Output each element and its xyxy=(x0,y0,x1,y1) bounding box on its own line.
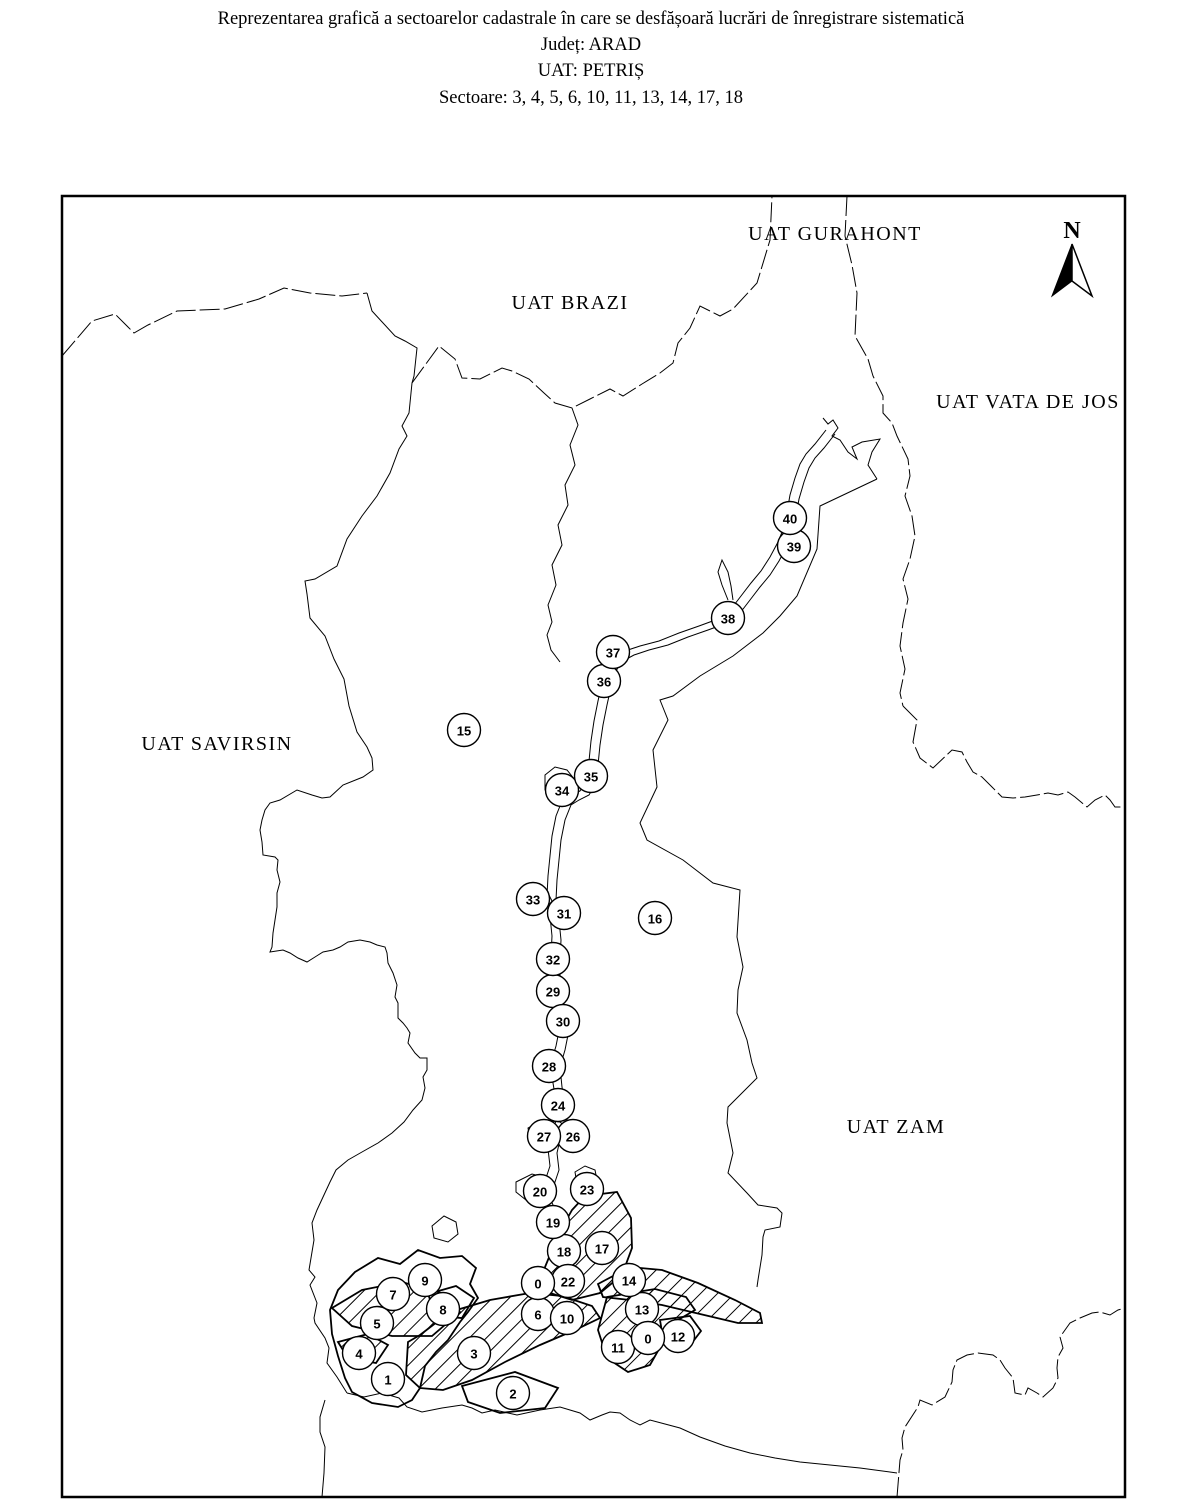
sector-marker-label: 13 xyxy=(634,1302,650,1318)
sector-marker-label: 14 xyxy=(621,1273,637,1289)
map-title-line-2: Județ: ARAD xyxy=(540,35,642,55)
map-title-line-4: Sectoare: 3, 4, 5, 6, 10, 11, 13, 14, 17, 18 xyxy=(438,88,744,108)
sector-marker-label: 40 xyxy=(782,511,798,527)
sector-marker-label: 0 xyxy=(644,1331,652,1347)
sector-marker-label: 39 xyxy=(786,539,802,555)
map-title-line-1: Reprezentarea grafică a sectoarelor cadastrale în care se desfășoară lucrări de înregistrare sistematică xyxy=(217,9,965,29)
label-uat-gurahont: UAT GURAHONT xyxy=(748,223,922,245)
sector-marker-label: 32 xyxy=(545,952,561,968)
sector-marker-label: 34 xyxy=(554,783,570,799)
boundary-tripoint-nw xyxy=(367,293,417,383)
label-uat-savirsin: UAT SAVIRSIN xyxy=(141,733,293,755)
boundary-south-bottom xyxy=(347,1393,897,1473)
sector-marker-label: 8 xyxy=(439,1302,447,1318)
label-uat-vata-de-jos: UAT VATA DE JOS xyxy=(936,391,1120,413)
boundary-petris-brazi-south xyxy=(547,408,578,662)
sector-marker-label: 36 xyxy=(596,674,612,690)
sector-marker-label: 37 xyxy=(605,645,621,661)
sector-marker-label: 7 xyxy=(389,1287,397,1303)
sector-marker-label: 18 xyxy=(556,1244,572,1260)
sector-marker-label: 38 xyxy=(720,611,736,627)
sector-marker-label: 16 xyxy=(647,911,663,927)
sector-marker-label: 0 xyxy=(534,1276,542,1292)
sector-marker-label: 22 xyxy=(560,1274,576,1290)
boundary-savirsin-north xyxy=(62,288,367,356)
boundary-vata-zam xyxy=(903,706,1125,807)
sector-marker-label: 10 xyxy=(559,1311,575,1327)
sector-marker-label: 30 xyxy=(555,1014,571,1030)
sector-marker-label: 33 xyxy=(525,892,541,908)
village-outlines xyxy=(432,767,597,1242)
sector-marker-label: 20 xyxy=(532,1184,548,1200)
valley-spur xyxy=(718,560,733,600)
label-uat-zam: UAT ZAM xyxy=(846,1116,946,1138)
boundary-gurahont-vata xyxy=(845,196,915,706)
sector-marker-label: 4 xyxy=(355,1346,363,1362)
sector-marker-label: 11 xyxy=(611,1340,625,1356)
boundary-petris-north-tip xyxy=(823,418,880,479)
sector-marker-label: 28 xyxy=(541,1059,557,1075)
north-arrow xyxy=(1052,218,1092,296)
sector-marker-label: 23 xyxy=(579,1182,595,1198)
region-labels xyxy=(141,223,1119,1138)
sector-marker-label: 26 xyxy=(565,1129,581,1145)
north-arrow-label: N xyxy=(1063,218,1081,244)
boundary-zam-south xyxy=(897,1308,1125,1497)
sector-marker-label: 35 xyxy=(583,769,599,785)
sector-marker-label: 15 xyxy=(456,723,472,739)
sector-marker-label: 17 xyxy=(594,1241,610,1257)
sector-marker-label: 27 xyxy=(536,1129,552,1145)
sector-marker-label: 9 xyxy=(421,1273,429,1289)
sector-marker-label: 31 xyxy=(556,906,572,922)
sector-marker-label: 1 xyxy=(384,1372,392,1388)
boundary-petris-east xyxy=(640,479,877,1287)
sector-marker-label: 5 xyxy=(373,1316,381,1332)
title-block xyxy=(218,9,965,108)
sector-marker-label: 29 xyxy=(545,984,561,1000)
sector-marker-label: 6 xyxy=(534,1307,542,1323)
north-arrow-icon xyxy=(1052,244,1092,296)
sector-marker-label: 24 xyxy=(550,1098,566,1114)
label-uat-brazi: UAT BRAZI xyxy=(511,292,629,314)
village-blob xyxy=(432,1216,458,1242)
sector-marker-label: 19 xyxy=(545,1215,561,1231)
sector-marker-label: 2 xyxy=(509,1386,517,1402)
boundary-petris-west xyxy=(260,383,427,1393)
sector-marker-label: 12 xyxy=(670,1329,686,1345)
sector-marker-label: 3 xyxy=(470,1346,478,1362)
boundary-outflow-south xyxy=(320,1400,325,1497)
map-title-line-3: UAT: PETRIȘ xyxy=(537,61,645,81)
